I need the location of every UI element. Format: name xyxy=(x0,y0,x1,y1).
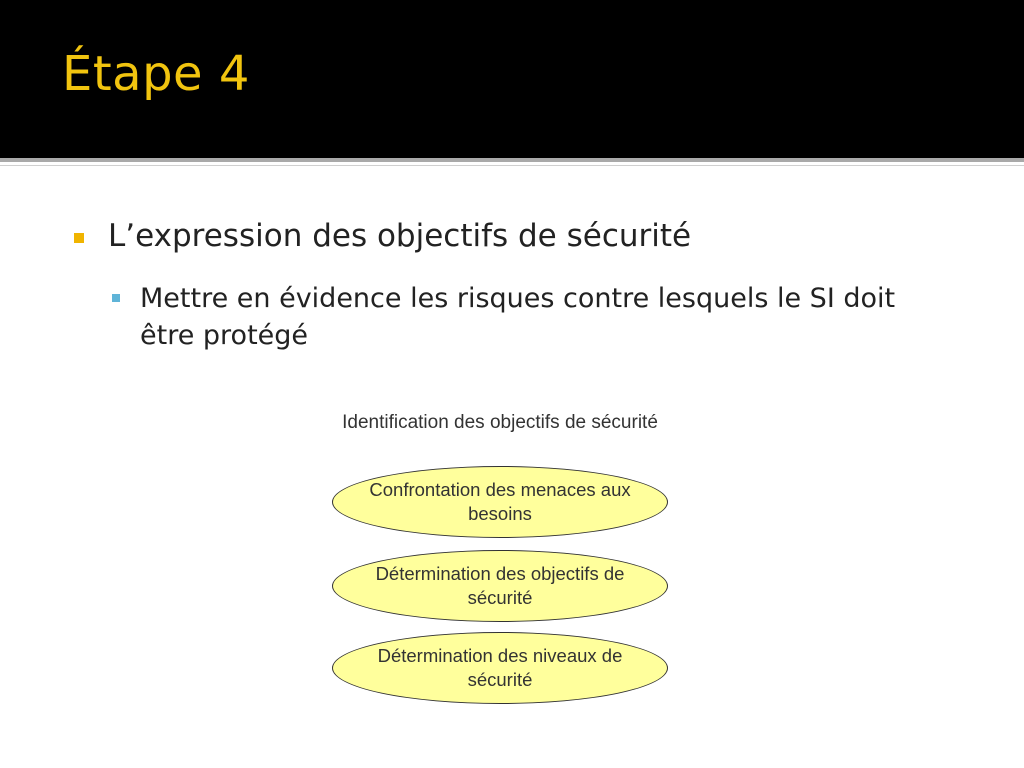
bullet-square-icon xyxy=(74,233,84,243)
objectives-diagram xyxy=(300,404,720,724)
sub-bullet-square-icon xyxy=(112,294,120,302)
diagram-step-1 xyxy=(332,466,668,538)
bullet-level2-text: Mettre en évidence les risques contre lesquels le SI doit être protégé xyxy=(140,283,896,352)
diagram-title: Identification des objectifs de sécurité xyxy=(342,412,658,433)
title-bar xyxy=(0,0,1024,158)
bullet-level1 xyxy=(74,218,691,255)
diagram-step-3 xyxy=(332,632,668,704)
slide-title: Étape 4 xyxy=(62,46,250,102)
bullet-level1-text: L’expression des objectifs de sécurité xyxy=(108,218,692,254)
diagram-step-2 xyxy=(332,550,668,622)
diagram-step-label: Confrontation des menaces aux besoins xyxy=(369,478,631,524)
diagram-step-label: Détermination des objectifs de sécurité xyxy=(375,562,625,608)
diagram-step-label: Détermination des niveaux de sécurité xyxy=(377,644,623,690)
bullet-level2 xyxy=(112,280,932,355)
